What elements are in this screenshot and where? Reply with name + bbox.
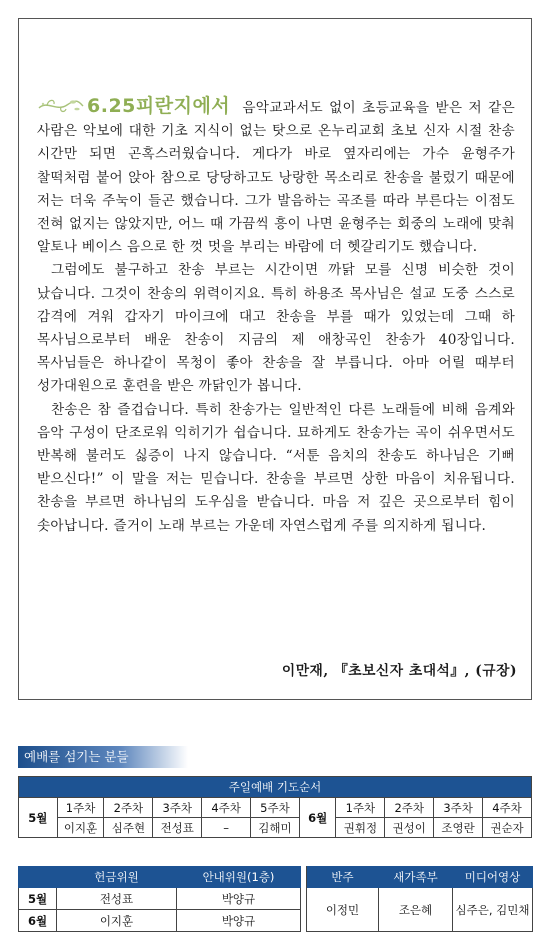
prayer-order-banner: 주일예배 기도순서 <box>19 777 532 798</box>
newcomer-name: 조은혜 <box>379 888 453 932</box>
paragraph-3: 찬송은 참 즐겁습니다. 특히 찬송가는 일반적인 다른 노래들에 비해 음계와 음악 구성이 단조로워 익히기가 쉽습니다. 묘하게도 찬송가는 곡이 쉬우면서도 반복해 불러도 싫증이 나지 않습니다. “서툰 음치의 찬송도 하나님은 기뻐 받으신다!” 이 말을 저는 믿습니다. 찬송을 부르면 상한 마음이 치유됩니다. 찬송을 부르면 하나님의 도우심을 받습니다. 마음 저 깊은 곳으로부터 힘이 솟아납니다. 즐거이 노래 부르는 가운데 자연스럽게 주를 의지하게 됩니다. <box>37 401 515 534</box>
june-week-header: 3주차 <box>434 798 483 818</box>
may-week-header: 4주차 <box>202 798 251 818</box>
section-header: 예배를 섬기는 분들 <box>18 746 188 768</box>
may-week-header: 2주차 <box>104 798 153 818</box>
title-group <box>37 95 236 117</box>
accompanist-header: 반주 <box>307 867 379 888</box>
usher-header: 안내위원(1층) <box>177 867 301 888</box>
may-label: 5월 <box>19 798 58 838</box>
article-box <box>18 18 532 700</box>
accompanist-name: 이정민 <box>307 888 379 932</box>
june-week-header: 2주차 <box>385 798 434 818</box>
media-names: 심주은, 김민채 <box>453 888 533 932</box>
june-prayer-name: 권성이 <box>385 818 434 838</box>
paragraph-1 <box>37 95 515 259</box>
may-week-header: 1주차 <box>57 798 104 818</box>
june-week-header: 4주차 <box>483 798 532 818</box>
june-label: 6월 <box>299 798 336 838</box>
june-duty-label: 6월 <box>19 910 57 932</box>
paragraph-2: 그럼에도 불구하고 찬송 부르는 시간이면 까닭 모를 신명 비슷한 것이 났습니다. 그것이 찬송의 위력이지요. 특히 하용조 목사님은 설교 도중 스스로 감격에 겨워 갑자기 마이크에 대고 찬송을 부를 때가 있었는데 그때 하 목사님으로부터 배운 찬송이 지금의 제 애창곡인 찬송가 40장입니다. 목사님들은 하나같이 목청이 좋아 찬송을 잘 부릅니다. 아마 어릴 때부터 성가대원으로 훈련을 받은 까닭인가 봅니다. <box>37 262 515 395</box>
media-header: 미디어영상 <box>453 867 533 888</box>
may-duty-label: 5월 <box>19 888 57 910</box>
may-offering: 전성표 <box>57 888 177 910</box>
article-title: 6.25피란지에서 <box>87 95 231 117</box>
may-prayer-name: 전성표 <box>153 818 202 838</box>
article-body <box>37 95 515 538</box>
june-offering: 이지훈 <box>57 910 177 932</box>
paragraph-1-text: 음악교과서도 없이 초등교육을 받은 저 같은 사람은 악보에 대한 기초 지식이 없는 탓으로 온누리교회 초보 신자 시절 찬송 시간만 되면 곤혹스러웠습니다. 게다가 바로 옆자리에는 가수 윤형주가 찰떡처럼 붙어 앉아 참으로 당당하고도 낭랑한 목소리로 찬송을 불렀기 때문에 저는 더욱 주눅이 들곤 했습니다. 그가 발음하는 곡조를 따라 부른다는 이점도 전혀 없지는 않았지만, 어느 때 가끔씩 흥이 나면 윤형주는 회중의 노래에 맞춰 알토나 베이스 음으로 한 껏 멋을 부리는 바람에 더 헷갈리기도 했습니다. <box>37 100 516 256</box>
may-prayer-name: 김해미 <box>251 818 300 838</box>
june-usher: 박양규 <box>177 910 301 932</box>
month-column-header <box>19 867 57 888</box>
may-week-header: 3주차 <box>153 798 202 818</box>
june-prayer-name: 권순자 <box>483 818 532 838</box>
offering-header: 헌금위원 <box>57 867 177 888</box>
duty-table <box>18 866 533 932</box>
june-week-header: 1주차 <box>336 798 385 818</box>
may-prayer-name: 심주현 <box>104 818 153 838</box>
leaf-swirl-ornament-icon <box>37 96 85 114</box>
june-prayer-name: 조영란 <box>434 818 483 838</box>
june-prayer-name: 권휘정 <box>336 818 385 838</box>
newcomer-header: 새가족부 <box>379 867 453 888</box>
may-week-header: 5주차 <box>251 798 300 818</box>
may-prayer-name: – <box>202 818 251 838</box>
prayer-order-table <box>18 776 532 838</box>
may-usher: 박양규 <box>177 888 301 910</box>
author-citation: 이만재, 『초보신자 초대석』, (규장) <box>281 663 517 679</box>
may-prayer-name: 이지훈 <box>57 818 104 838</box>
